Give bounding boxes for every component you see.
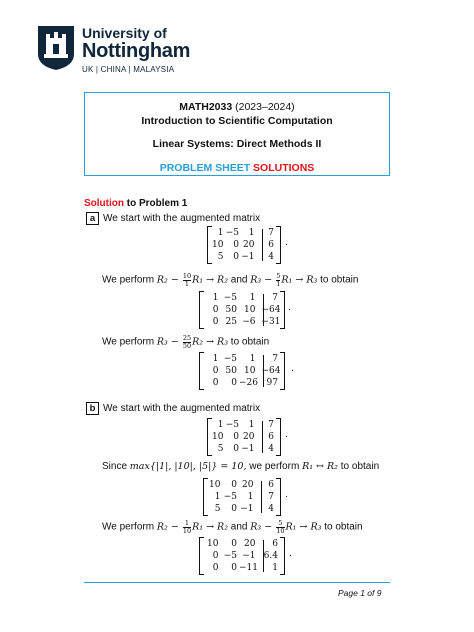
matrix-row <box>199 562 285 574</box>
matrix-entry: 10 <box>212 240 224 250</box>
matrix-entry: 0 <box>231 480 237 490</box>
matrix-entry: 0 <box>212 305 219 315</box>
matrix-entry: 20 <box>243 432 255 442</box>
part-b-step1: Since max{|1|, |10|, |5|} = 10, we perform R₁ ↔ R₂ to obtain <box>102 461 380 472</box>
matrix-entry: −6 <box>242 317 256 327</box>
logo-campuses: UK | CHINA | MALAYSIA <box>82 65 175 74</box>
matrix-row <box>207 419 281 431</box>
matrix-row <box>199 353 285 365</box>
matrix-entry: 0 <box>233 240 239 250</box>
topic-title: Linear Systems: Direct Methods II <box>152 138 322 150</box>
logo-university-of: University of <box>82 25 167 41</box>
page-number: Page 1 of 9 <box>338 588 382 598</box>
matrix-row <box>199 292 285 304</box>
part-b-label: b <box>86 402 99 415</box>
part-a-step1: We perform R₂ − $\frac{10}{1}$ R₁ → R₂ and R₃ − $\frac{5}{1}$ R₁ → R₃ to obtain <box>102 272 359 288</box>
matrix-entry: 6 <box>268 432 274 442</box>
matrix-entry: 6 <box>268 480 274 490</box>
matrix-entry: −64 <box>261 366 281 376</box>
part-b-intro-text: We start with the augmented matrix <box>103 403 261 414</box>
matrix-entry: 1 <box>247 492 254 502</box>
period: . <box>289 549 292 559</box>
matrix-entry: 0 <box>231 504 237 514</box>
matrix <box>199 537 285 575</box>
matrix-entry: 6 <box>272 539 278 549</box>
matrix-entry: 0 <box>233 444 239 454</box>
matrix-row <box>207 431 281 443</box>
matrix-entry: 1 <box>212 354 219 364</box>
university-logo <box>28 16 228 78</box>
period: . <box>285 490 288 500</box>
matrix-entry: 1 <box>214 492 221 502</box>
sheet-label <box>85 162 389 174</box>
matrix-row <box>199 550 285 562</box>
matrix-row <box>203 491 281 503</box>
matrix-entry: 97 <box>266 378 278 388</box>
matrix-entry: −1 <box>240 504 254 514</box>
matrix-entry: −5 <box>223 492 237 502</box>
matrix-entry: 1 <box>248 420 255 430</box>
part-b-step2: We perform R₂ − $\frac{1}{10}$ R₁ → R₂ and R₃ − $\frac{5}{10}$ R₁ → R₃ to obtain <box>102 519 363 535</box>
footer-rule <box>84 582 390 583</box>
matrix-entry: 5 <box>214 504 221 514</box>
matrix-entry: 5 <box>217 444 224 454</box>
matrix-entry: 7 <box>268 228 274 238</box>
problem-title: to Problem 1 <box>126 198 188 209</box>
matrix-row <box>203 503 281 515</box>
period: . <box>285 238 288 248</box>
matrix-entry: −11 <box>239 563 258 573</box>
period: . <box>285 430 288 440</box>
matrix <box>207 418 281 456</box>
matrix-entry: 20 <box>244 539 256 549</box>
matrix-entry: 0 <box>212 317 219 327</box>
matrix-entry: 50 <box>225 366 237 376</box>
matrix-entry: 10 <box>212 432 224 442</box>
logo-nottingham: Nottingham <box>82 40 191 62</box>
matrix-entry: −1 <box>241 252 255 262</box>
problem-heading <box>84 198 187 210</box>
period: . <box>291 364 294 374</box>
course-line <box>85 101 389 113</box>
matrix-entry: −31 <box>261 317 281 327</box>
matrix-row <box>203 479 281 491</box>
matrix-row <box>199 304 285 316</box>
matrix-entry: 4 <box>268 504 274 514</box>
matrix-entry: 0 <box>231 539 237 549</box>
matrix-entry: −5 <box>225 228 239 238</box>
matrix-entry: −5 <box>223 293 237 303</box>
matrix-entry: 0 <box>231 378 237 388</box>
matrix-row <box>207 251 281 263</box>
matrix-entry: −5 <box>223 551 237 561</box>
matrix-entry: 0 <box>212 551 219 561</box>
matrix-entry: 0 <box>233 432 239 442</box>
matrix-entry: −26 <box>239 378 258 388</box>
matrix-entry: 1 <box>249 293 256 303</box>
matrix-entry: 0 <box>233 252 239 262</box>
period: . <box>288 303 291 313</box>
matrix-entry: −5 <box>223 354 237 364</box>
sheet-label-highlight: SOLUTIONS <box>253 162 315 174</box>
matrix-entry: 0 <box>231 563 237 573</box>
matrix-entry: 10 <box>244 305 256 315</box>
matrix-entry: 50 <box>225 305 237 315</box>
course-code: MATH2033 <box>179 101 233 113</box>
matrix-entry: 1 <box>212 293 219 303</box>
matrix-row <box>199 538 285 550</box>
matrix <box>203 478 281 516</box>
matrix-entry: −64 <box>261 305 281 315</box>
matrix-entry: 5 <box>217 252 224 262</box>
part-a-label: a <box>86 212 99 225</box>
matrix-entry: 7 <box>268 492 274 502</box>
matrix-row <box>199 316 285 328</box>
matrix-entry: 7 <box>268 420 274 430</box>
matrix-entry: −1 <box>242 551 256 561</box>
matrix-row <box>207 227 281 239</box>
matrix-entry: 1 <box>248 228 255 238</box>
matrix <box>199 352 285 390</box>
part-b-intro <box>86 402 260 415</box>
matrix-row <box>207 443 281 455</box>
matrix-entry: 0 <box>212 366 219 376</box>
part-a-intro <box>86 212 260 225</box>
matrix-row <box>207 239 281 251</box>
title-box <box>84 92 390 176</box>
part-a-intro-text: We start with the augmented matrix <box>103 213 261 224</box>
matrix-entry: 7 <box>272 354 278 364</box>
course-year: (2023–2024) <box>235 101 295 113</box>
matrix-entry: 10 <box>244 366 256 376</box>
matrix-entry: 0 <box>212 378 219 388</box>
matrix-entry: 10 <box>207 539 219 549</box>
matrix-entry: 20 <box>243 240 255 250</box>
course-title: Introduction to Scientific Computation <box>141 115 333 127</box>
matrix-entry: 1 <box>249 354 256 364</box>
matrix-row <box>199 365 285 377</box>
matrix-entry: −1 <box>241 444 255 454</box>
matrix-entry: 20 <box>242 480 254 490</box>
sheet-label-text: PROBLEM SHEET <box>159 162 251 174</box>
matrix-entry: 6 <box>268 240 274 250</box>
part-a-step2: We perform R₃ − $\frac{25}{50}$ R₂ → R₃ to obtain <box>102 334 270 350</box>
matrix-entry: 1 <box>217 228 224 238</box>
matrix-entry: −5 <box>225 420 239 430</box>
matrix-entry: 6.4 <box>263 551 278 561</box>
matrix-entry: 10 <box>209 480 221 490</box>
solution-word: Solution <box>84 198 124 209</box>
matrix <box>199 291 285 329</box>
matrix-entry: 0 <box>212 563 219 573</box>
matrix-entry: 7 <box>272 293 278 303</box>
matrix-entry: 1 <box>217 420 224 430</box>
matrix-entry: 1 <box>272 563 278 573</box>
castle-crest-icon <box>36 24 76 72</box>
matrix-row <box>199 377 285 389</box>
matrix <box>207 226 281 264</box>
matrix-entry: 25 <box>225 317 237 327</box>
matrix-entry: 4 <box>268 444 274 454</box>
matrix-entry: 4 <box>268 252 274 262</box>
